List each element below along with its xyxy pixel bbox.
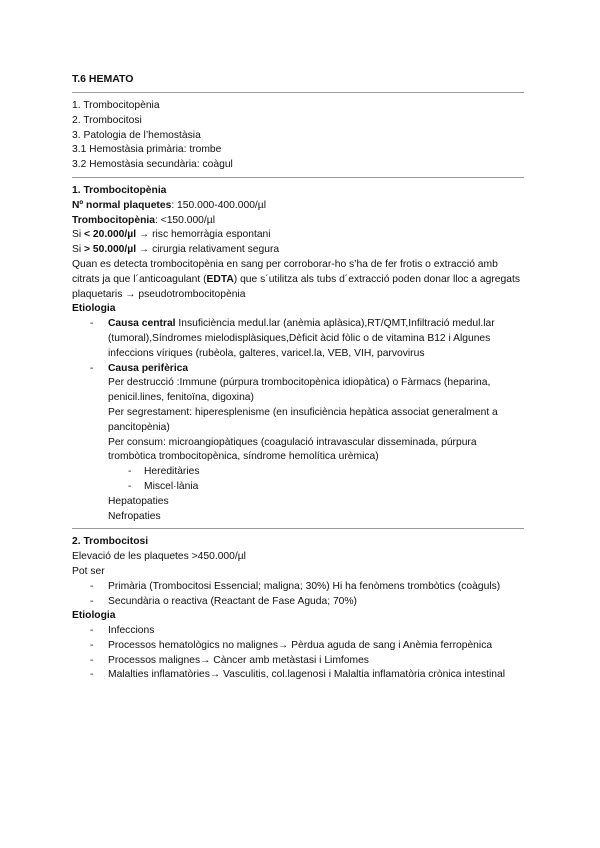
threshold-high: > 50.000/µl	[84, 244, 137, 256]
list-item	[72, 654, 526, 669]
causa-central-text: Insuficiència medul.lar (anèmia aplàsica),RT/QMT,Infiltració medul.lar (tumoral),Síndromes mielodisplàsiques,Dèficit àcid fòlic o de vitamina B12 i Algunes infeccions víriques (rubèola, galteres, varicel.la, VEB, VIH, parvovirus	[108, 318, 495, 359]
etiologia-heading: Etiologia	[72, 610, 116, 622]
para-text: ) que s´utilitza als tubs d´extracció poden donar lloc a agregats plaquetaris → pseudotrombocitopènia	[72, 273, 520, 300]
toc-item: 3.1 Hemostàsia primària: trombe	[72, 144, 222, 156]
list-dash: -	[128, 466, 132, 478]
extra-item: Hepatopaties	[108, 495, 169, 507]
risk-line	[72, 228, 526, 243]
causa-central-label: Causa central	[108, 318, 176, 330]
extra-item: Nefropaties	[108, 510, 161, 522]
list-dash: -	[90, 625, 94, 637]
list-item-causa-periferica	[72, 362, 526, 377]
list-dash: -	[90, 362, 94, 374]
destruccio-text: Per destrucció :Immune (púrpura trombocitopènica idiopàtica) o Fàrmacs (heparina, penicil.lines, fenitoïna, digoxina)	[108, 377, 491, 404]
list-item	[72, 668, 526, 683]
si-prefix: Si	[72, 229, 85, 241]
tromb-value: : <150.000/µl	[154, 214, 215, 226]
list-dash: -	[90, 318, 94, 330]
cause-text: Malalties inflamatòries→ Vasculitis, col.lagenosi i Malaltia inflamatòria crònica intestinal	[108, 669, 505, 681]
etiologia-heading: Etiologia	[72, 303, 116, 315]
section-heading: 2. Trombocitosi	[72, 536, 149, 548]
cause-text: Infeccions	[108, 625, 155, 637]
normal-label: Nº normal plaquetes	[72, 199, 172, 211]
document-title: T.6 HEMATO	[72, 73, 134, 85]
section-trombocitopenia	[72, 184, 526, 524]
consum-text: Per consum: microangiopàtiques (coagulació intravascular disseminada, púrpura trombòtica trombocitopènica, síndrome hemolítica urèmica)	[108, 436, 477, 463]
list-dash: -	[90, 580, 94, 592]
list-dash: -	[90, 669, 94, 681]
causes-list	[72, 317, 526, 376]
segrestament-text: Per segrestament: hiperesplenisme (en insuficiència hepàtica associat generalment a pancitopènia)	[108, 406, 498, 433]
list-dash: -	[90, 639, 94, 651]
pseudotrombocitopenia-paragraph	[72, 258, 526, 302]
type-text: Secundària o reactiva (Reactant de Fase Aguda; 70%)	[108, 595, 357, 607]
tromb-label: Trombocitopènia	[72, 214, 155, 226]
list-item	[72, 595, 526, 610]
cause-text: Processos malignes→ Càncer amb metàstasi i Limfomes	[108, 654, 369, 666]
list-item	[72, 465, 526, 480]
sub-item-text: Hereditàries	[144, 466, 200, 478]
threshold-low: < 20.000/µl	[84, 229, 137, 241]
sub-causes-list	[72, 465, 526, 495]
list-dash: -	[90, 654, 94, 666]
elevacio-text: Elevació de les plaquetes >450.000/µl	[72, 551, 246, 563]
list-item	[72, 480, 526, 495]
section-heading: 1. Trombocitopènia	[72, 184, 167, 196]
document-content	[72, 72, 526, 683]
periferica-detail	[72, 376, 526, 465]
sub-item-text: Miscel·lània	[144, 480, 199, 492]
list-item	[72, 624, 526, 639]
etiologia-list	[72, 624, 526, 683]
surgery-line	[72, 243, 526, 258]
toc-item: 3.2 Hemostàsia secundària: coàgul	[72, 159, 233, 171]
type-text: Primària (Trombocitosi Essencial; maligna; 30%) Hi ha fenòmens trombòtics (coàguls)	[108, 580, 501, 592]
risk-text: → risc hemorràgia espontani	[136, 229, 271, 241]
list-item	[72, 639, 526, 654]
section-trombocitosi	[72, 535, 526, 683]
list-dash: -	[90, 595, 94, 607]
toc-item: 1. Trombocitopènia	[72, 100, 160, 111]
si-prefix: Si	[72, 244, 85, 256]
types-list	[72, 580, 526, 610]
normal-value: : 150.000-400.000/µl	[171, 199, 267, 211]
divider	[72, 528, 524, 529]
toc-item: 3. Patologia de l’hemostàsia	[72, 129, 201, 141]
edta-term: EDTA	[206, 273, 234, 285]
normal-platelets-line	[72, 199, 526, 214]
causa-periferica-label: Causa perifèrica	[108, 362, 189, 374]
list-dash: -	[128, 480, 132, 492]
para-text: Quan es detecta trombocitopènia en sang per corroborar-ho s’ha de fer frotis o extracció amb citrats ja que l´anticoagulant (	[72, 258, 498, 285]
divider	[72, 177, 524, 178]
trombocitopenia-line	[72, 214, 526, 229]
surgery-text: → cirurgia relativament segura	[136, 244, 280, 256]
list-item-causa-central	[72, 317, 526, 361]
extra-causes	[72, 495, 526, 525]
cause-text: Processos hematològics no malignes→ Pèrdua aguda de sang i Anèmia ferropènica	[108, 639, 493, 651]
list-item	[72, 580, 526, 595]
pot-ser-text: Pot ser	[72, 565, 105, 577]
table-of-contents	[72, 99, 526, 173]
toc-item: 2. Trombocitosi	[72, 114, 142, 126]
divider	[72, 92, 524, 93]
